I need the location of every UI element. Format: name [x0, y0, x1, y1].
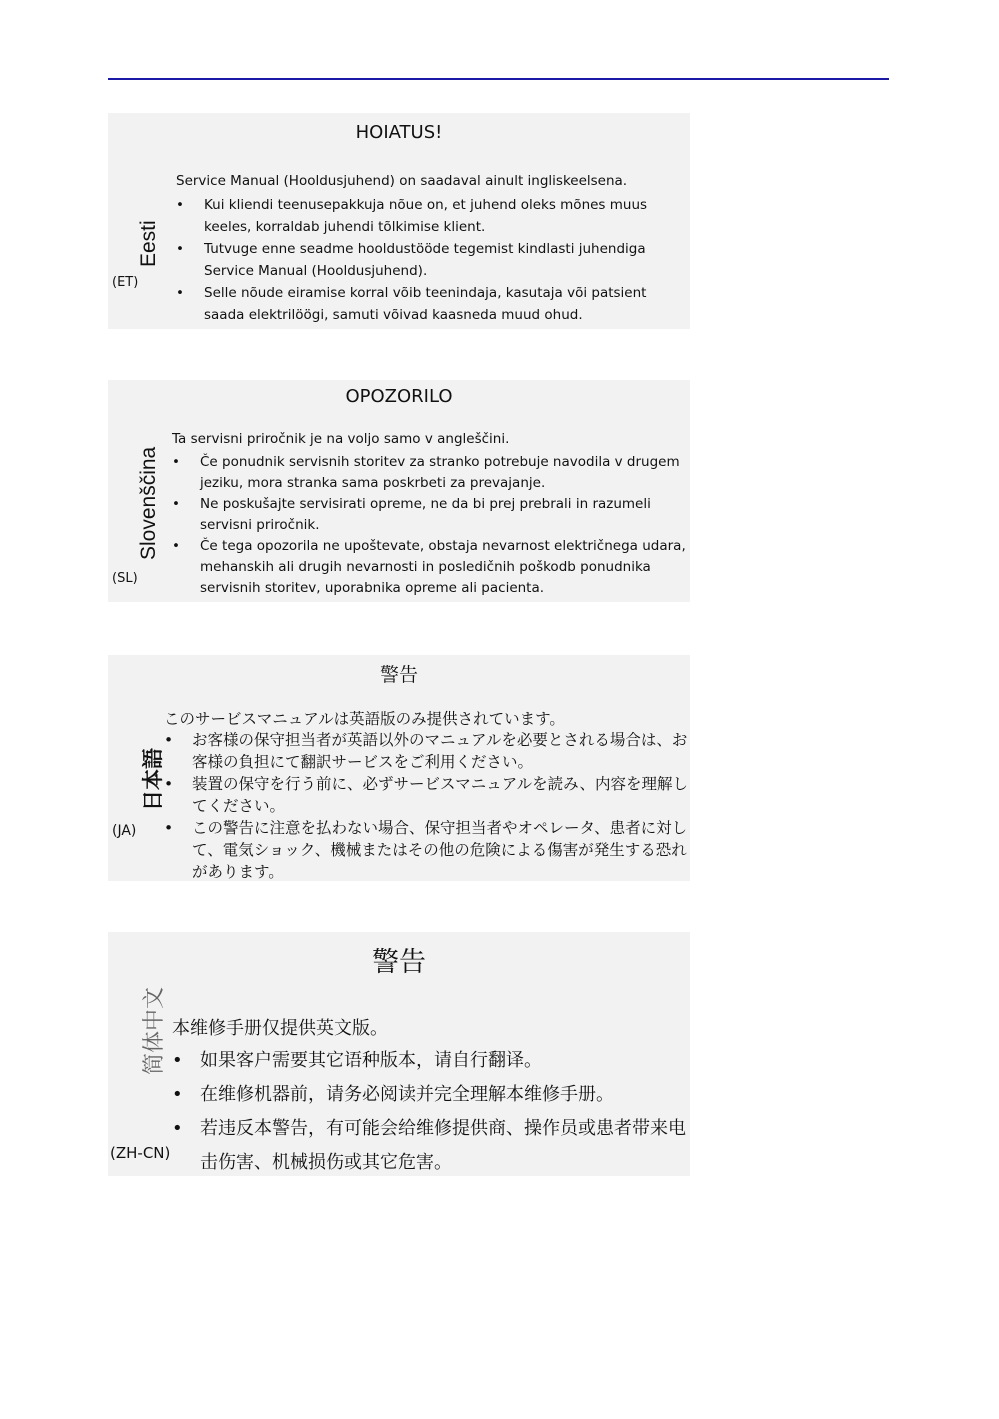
warning-bullets — [164, 729, 688, 883]
warning-intro: Service Manual (Hooldusjuhend) on saadaval ainult ingliskeelsena. — [176, 173, 628, 189]
language-label — [108, 655, 166, 881]
warning-intro: Ta servisni priročnik je na voljo samo v angleščini. — [172, 431, 510, 447]
warning-intro: このサービスマニュアルは英語版のみ提供されています。 — [164, 710, 565, 728]
language-label — [108, 113, 166, 329]
language-name: 日本語 — [142, 748, 165, 811]
header-rule — [108, 78, 889, 80]
warning-title: HOIATUS! — [355, 122, 443, 143]
warning-title: 警告 — [379, 664, 418, 686]
warning-block-slovenian — [108, 380, 690, 602]
language-code: (ET) — [112, 275, 139, 290]
language-name: Eesti — [137, 220, 160, 267]
warning-title: 警告 — [372, 947, 426, 978]
warning-title: OPOZORILO — [345, 386, 453, 407]
language-code: (JA) — [112, 823, 137, 839]
warning-bullet: • お客様の保守担当者が英語以外のマニュアルを必要とされる場合は、お客様の負担にて翻訳サービスをご利用ください。 — [164, 729, 688, 773]
language-name: 简体中文 — [141, 986, 166, 1075]
warning-block-estonian — [108, 113, 690, 329]
language-code: (SL) — [112, 571, 138, 586]
warning-bullet: • 装置の保守を行う前に、必ずサービスマニュアルを読み、内容を理解してください。 — [164, 773, 688, 817]
warning-bullet: • Tutvuge enne seadme hooldustööde tegemist kindlasti juhendiga Service Manual (Hooldusjuhend). — [176, 238, 688, 282]
warning-bullet: • 若违反本警告，有可能会给维修提供商、操作员或患者带来电击伤害、机械损伤或其它危害。 — [172, 1112, 690, 1180]
warning-bullets — [172, 1044, 690, 1180]
warning-bullet: • Selle nõude eiramise korral võib teenindaja, kasutaja või patsient saada elektrilöögi, samuti võivad kaasneda muud ohud. — [176, 282, 688, 326]
warning-intro: 本维修手册仅提供英文版。 — [172, 1018, 388, 1039]
warning-bullet: • 如果客户需要其它语种版本，请自行翻译。 — [172, 1044, 690, 1078]
warning-bullet: • Ne poskušajte servisirati opreme, ne da bi prej prebrali in razumeli servisni priročnik. — [172, 494, 688, 536]
warning-bullet: • Če ponudnik servisnih storitev za stranko potrebuje navodila v drugem jeziku, mora stranka sama poskrbeti za prevajanje. — [172, 452, 688, 494]
warning-bullet: • Če tega opozorila ne upoštevate, obstaja nevarnost električnega udara, mehanskih ali drugih nevarnosti in posledičnih poškodb ponudnika servisnih storitev, uporabnika opreme ali pacienta. — [172, 536, 688, 599]
language-label — [108, 380, 166, 602]
language-code: (ZH-CN) — [110, 1144, 171, 1162]
language-name: Slovenščina — [137, 446, 160, 560]
warning-bullets — [176, 194, 688, 326]
warning-bullet: • この警告に注意を払わない場合、保守担当者やオペレータ、患者に対して、電気ショック、機械またはその他の危険による傷害が発生する恐れがあります。 — [164, 817, 688, 883]
warning-bullets — [172, 452, 688, 599]
warning-bullet: • Kui kliendi teenusepakkuja nõue on, et juhend oleks mõnes muus keeles, korraldab juhendi tõlkimise klient. — [176, 194, 688, 238]
warning-block-chinese — [108, 932, 690, 1176]
warning-block-japanese — [108, 655, 690, 881]
warning-bullet: • 在维修机器前，请务必阅读并完全理解本维修手册。 — [172, 1078, 690, 1112]
